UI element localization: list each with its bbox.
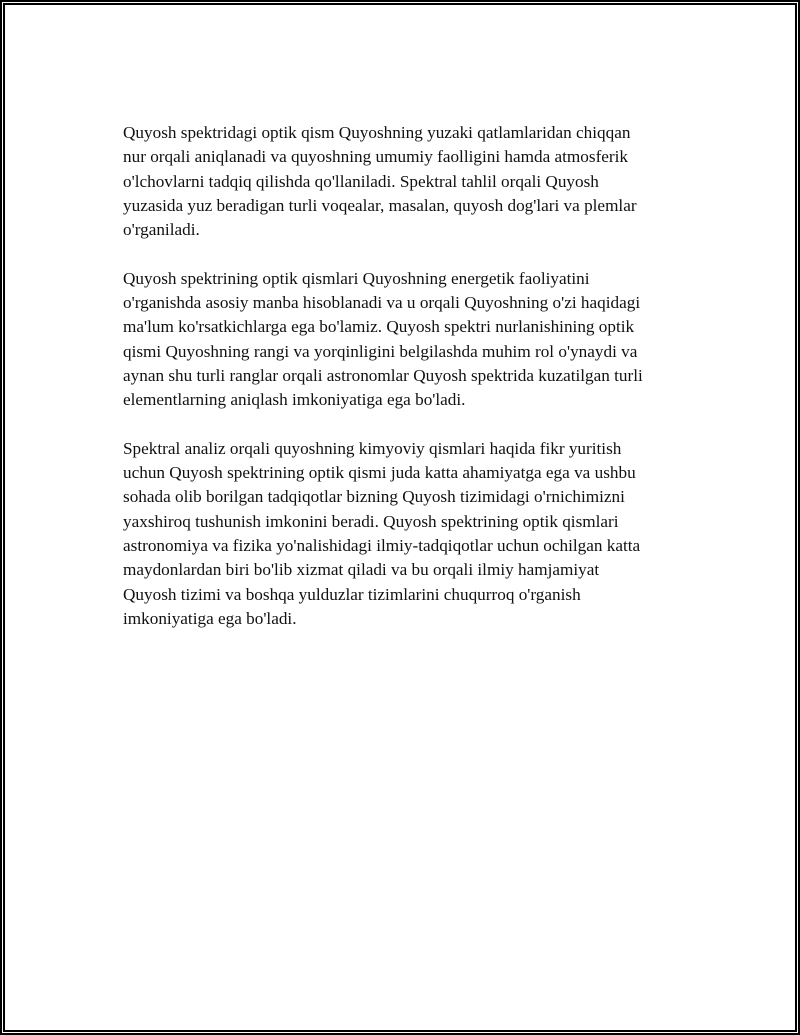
text-line: nur orqali aniqlanadi va quyoshning umumiy faolligini hamda atmosferik — [123, 147, 629, 167]
document-body — [123, 121, 689, 656]
text-line: yuzasida yuz beradigan turli voqealar, masalan, quyosh dog'lari va plemlar — [123, 195, 637, 215]
text-line: Spektral analiz orqali quyoshning kimyoviy qismlari haqida fikr yuritish — [123, 438, 622, 458]
text-line: Quyosh tizimi va boshqa yulduzlar tizimlarini chuqurroq o'rganish — [123, 584, 581, 604]
text-line: o'rganishda asosiy manba hisoblanadi va u orqali Quyoshning o'zi haqidagi — [123, 293, 641, 313]
text-line: sohada olib borilgan tadqiqotlar bizning Quyosh tizimidagi o'rnichimizni — [123, 487, 625, 507]
text-line: elementlarning aniqlash imkoniyatiga ega bo'ladi. — [123, 390, 466, 410]
text-line: o'rganiladi. — [123, 220, 200, 240]
text-line: imkoniyatiga ega bo'ladi. — [123, 608, 297, 628]
paragraph-3 — [123, 437, 689, 631]
text-line: qismi Quyoshning rangi va yorqinligini belgilashda muhim rol o'ynaydi va — [123, 341, 638, 361]
text-line: Quyosh spektrining optik qismlari Quyoshning energetik faoliyatini — [123, 268, 590, 288]
text-line: Quyosh spektridagi optik qism Quyoshning yuzaki qatlamlaridan chiqqan — [123, 123, 631, 142]
paragraph-2 — [123, 267, 689, 413]
paragraph-1 — [123, 121, 689, 242]
text-line: maydonlardan biri bo'lib xizmat qiladi va bu orqali ilmiy hamjamiyat — [123, 560, 600, 580]
text-line: astronomiya va fizika yo'nalishidagi ilmiy-tadqiqotlar uchun ochilgan katta — [123, 536, 641, 556]
text-line: uchun Quyosh spektrining optik qismi juda katta ahamiyatga ega va ushbu — [123, 463, 636, 483]
text-line: aynan shu turli ranglar orqali astronomlar Quyosh spektrida kuzatilgan turli — [123, 365, 643, 385]
text-line: o'lchovlarni tadqiq qilishda qo'llaniladi. Spektral tahlil orqali Quyosh — [123, 171, 599, 191]
text-line: ma'lum ko'rsatkichlarga ega bo'lamiz. Quyosh spektri nurlanishining optik — [123, 317, 635, 337]
text-line: yaxshiroq tushunish imkonini beradi. Quyosh spektrining optik qismlari — [123, 511, 619, 531]
